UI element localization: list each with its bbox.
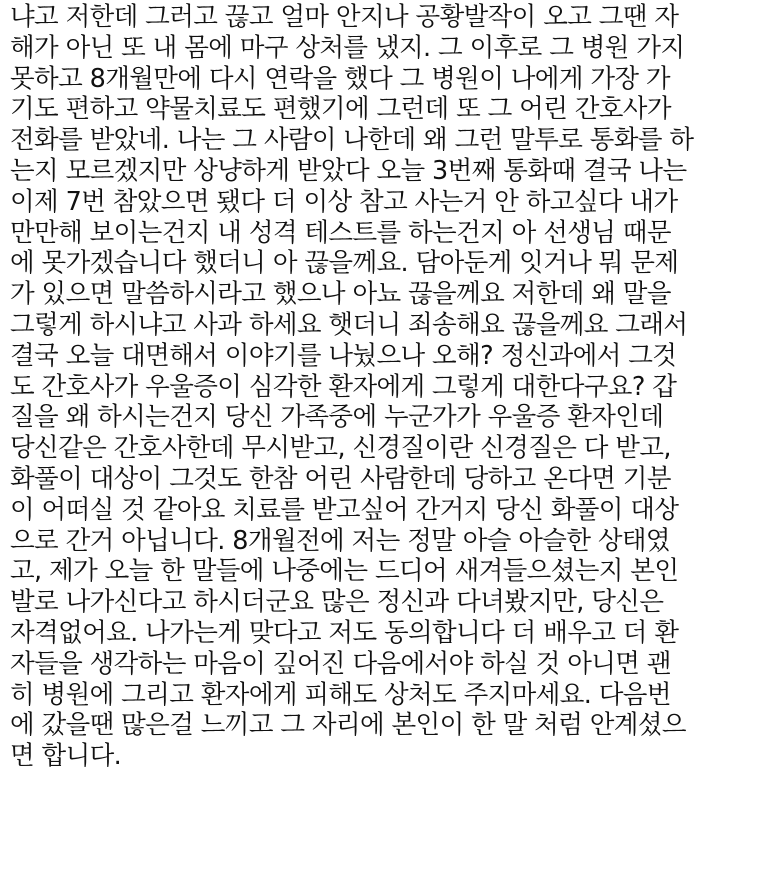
text-line: 면 합니다.	[10, 741, 122, 772]
text-line: 만만해 보이는건지 내 성격 테스트를 하는건지 아 선생님 때문	[10, 217, 671, 248]
text-line: 냐고 저한데 그러고 끊고 얼마 안지나 공황발작이 오고 그땐 자	[10, 2, 679, 32]
text-line: 가 있으면 말씀하시라고 했으나 아뇨 끊을께요 저한데 왜 말을	[10, 279, 671, 310]
text-line: 해가 아닌 또 내 몸에 마구 상처를 냈지. 그 이후로 그 병원 가지	[10, 32, 685, 63]
text-line: 발로 나가신다고 하시더군요 많은 정신과 다녀봤지만, 당신은	[10, 587, 664, 618]
text-line: 에 갔을땐 많은걸 느끼고 그 자리에 본인이 한 말 처럼 안계셨으	[10, 710, 686, 741]
text-line: 화풀이 대상이 그것도 한참 어린 사람한데 당하고 온다면 기분	[10, 463, 671, 494]
text-line: 못하고 8개월만에 다시 연락을 했다 그 병원이 나에게 가장 가	[10, 63, 670, 94]
text-line: 전화를 받았네. 나는 그 사람이 나한데 왜 그런 말투로 통화를 하	[10, 125, 694, 156]
text-line: 자들을 생각하는 마음이 깊어진 다음에서야 하실 것 아니면 괜	[10, 648, 671, 679]
text-line: 기도 편하고 약물치료도 편했기에 그런데 또 그 어린 간호사가	[10, 94, 671, 125]
text-line: 도 간호사가 우울증이 심각한 환자에게 그렇게 대한다구요? 갑	[10, 371, 677, 402]
text-line: 이제 7번 참았으면 됐다 더 이상 참고 사는거 안 하고싶다 내가	[10, 186, 678, 217]
text-line: 그렇게 하시냐고 사과 하세요 햇더니 죄송해요 끊을께요 그래서	[10, 309, 688, 340]
text-line: 질을 왜 하시는건지 당신 가족중에 누군가가 우울증 환자인데	[10, 402, 664, 433]
text-line: 자격없어요. 나가는게 맞다고 저도 동의합니다 더 배우고 더 환	[10, 617, 679, 648]
text-line: 당신같은 간호사한데 무시받고, 신경질이란 신경질은 다 받고,	[10, 433, 671, 464]
text-line: 히 병원에 그리고 환자에게 피해도 상처도 주지마세요. 다음번	[10, 679, 671, 710]
text-line: 에 못가겠습니다 했더니 아 끊을께요. 담아둔게 잇거나 뭐 문제	[10, 248, 679, 279]
text-line: 고, 제가 오늘 한 말들에 나중에는 드디어 새겨들으셨는지 본인	[10, 556, 679, 587]
text-line: 결국 오늘 대면해서 이야기를 나눴으나 오해? 정신과에서 그것	[10, 340, 677, 371]
text-line: 이 어떠실 것 같아요 치료를 받고싶어 간거지 당신 화풀이 대상	[10, 494, 679, 525]
text-line: 으로 간거 아닙니다. 8개월전에 저는 정말 아슬 아슬한 상태였	[10, 525, 670, 556]
document-body	[10, 2, 762, 772]
text-line: 는지 모르겠지만 상냥하게 받았다 오늘 3번째 통화때 결국 나는	[10, 155, 687, 186]
